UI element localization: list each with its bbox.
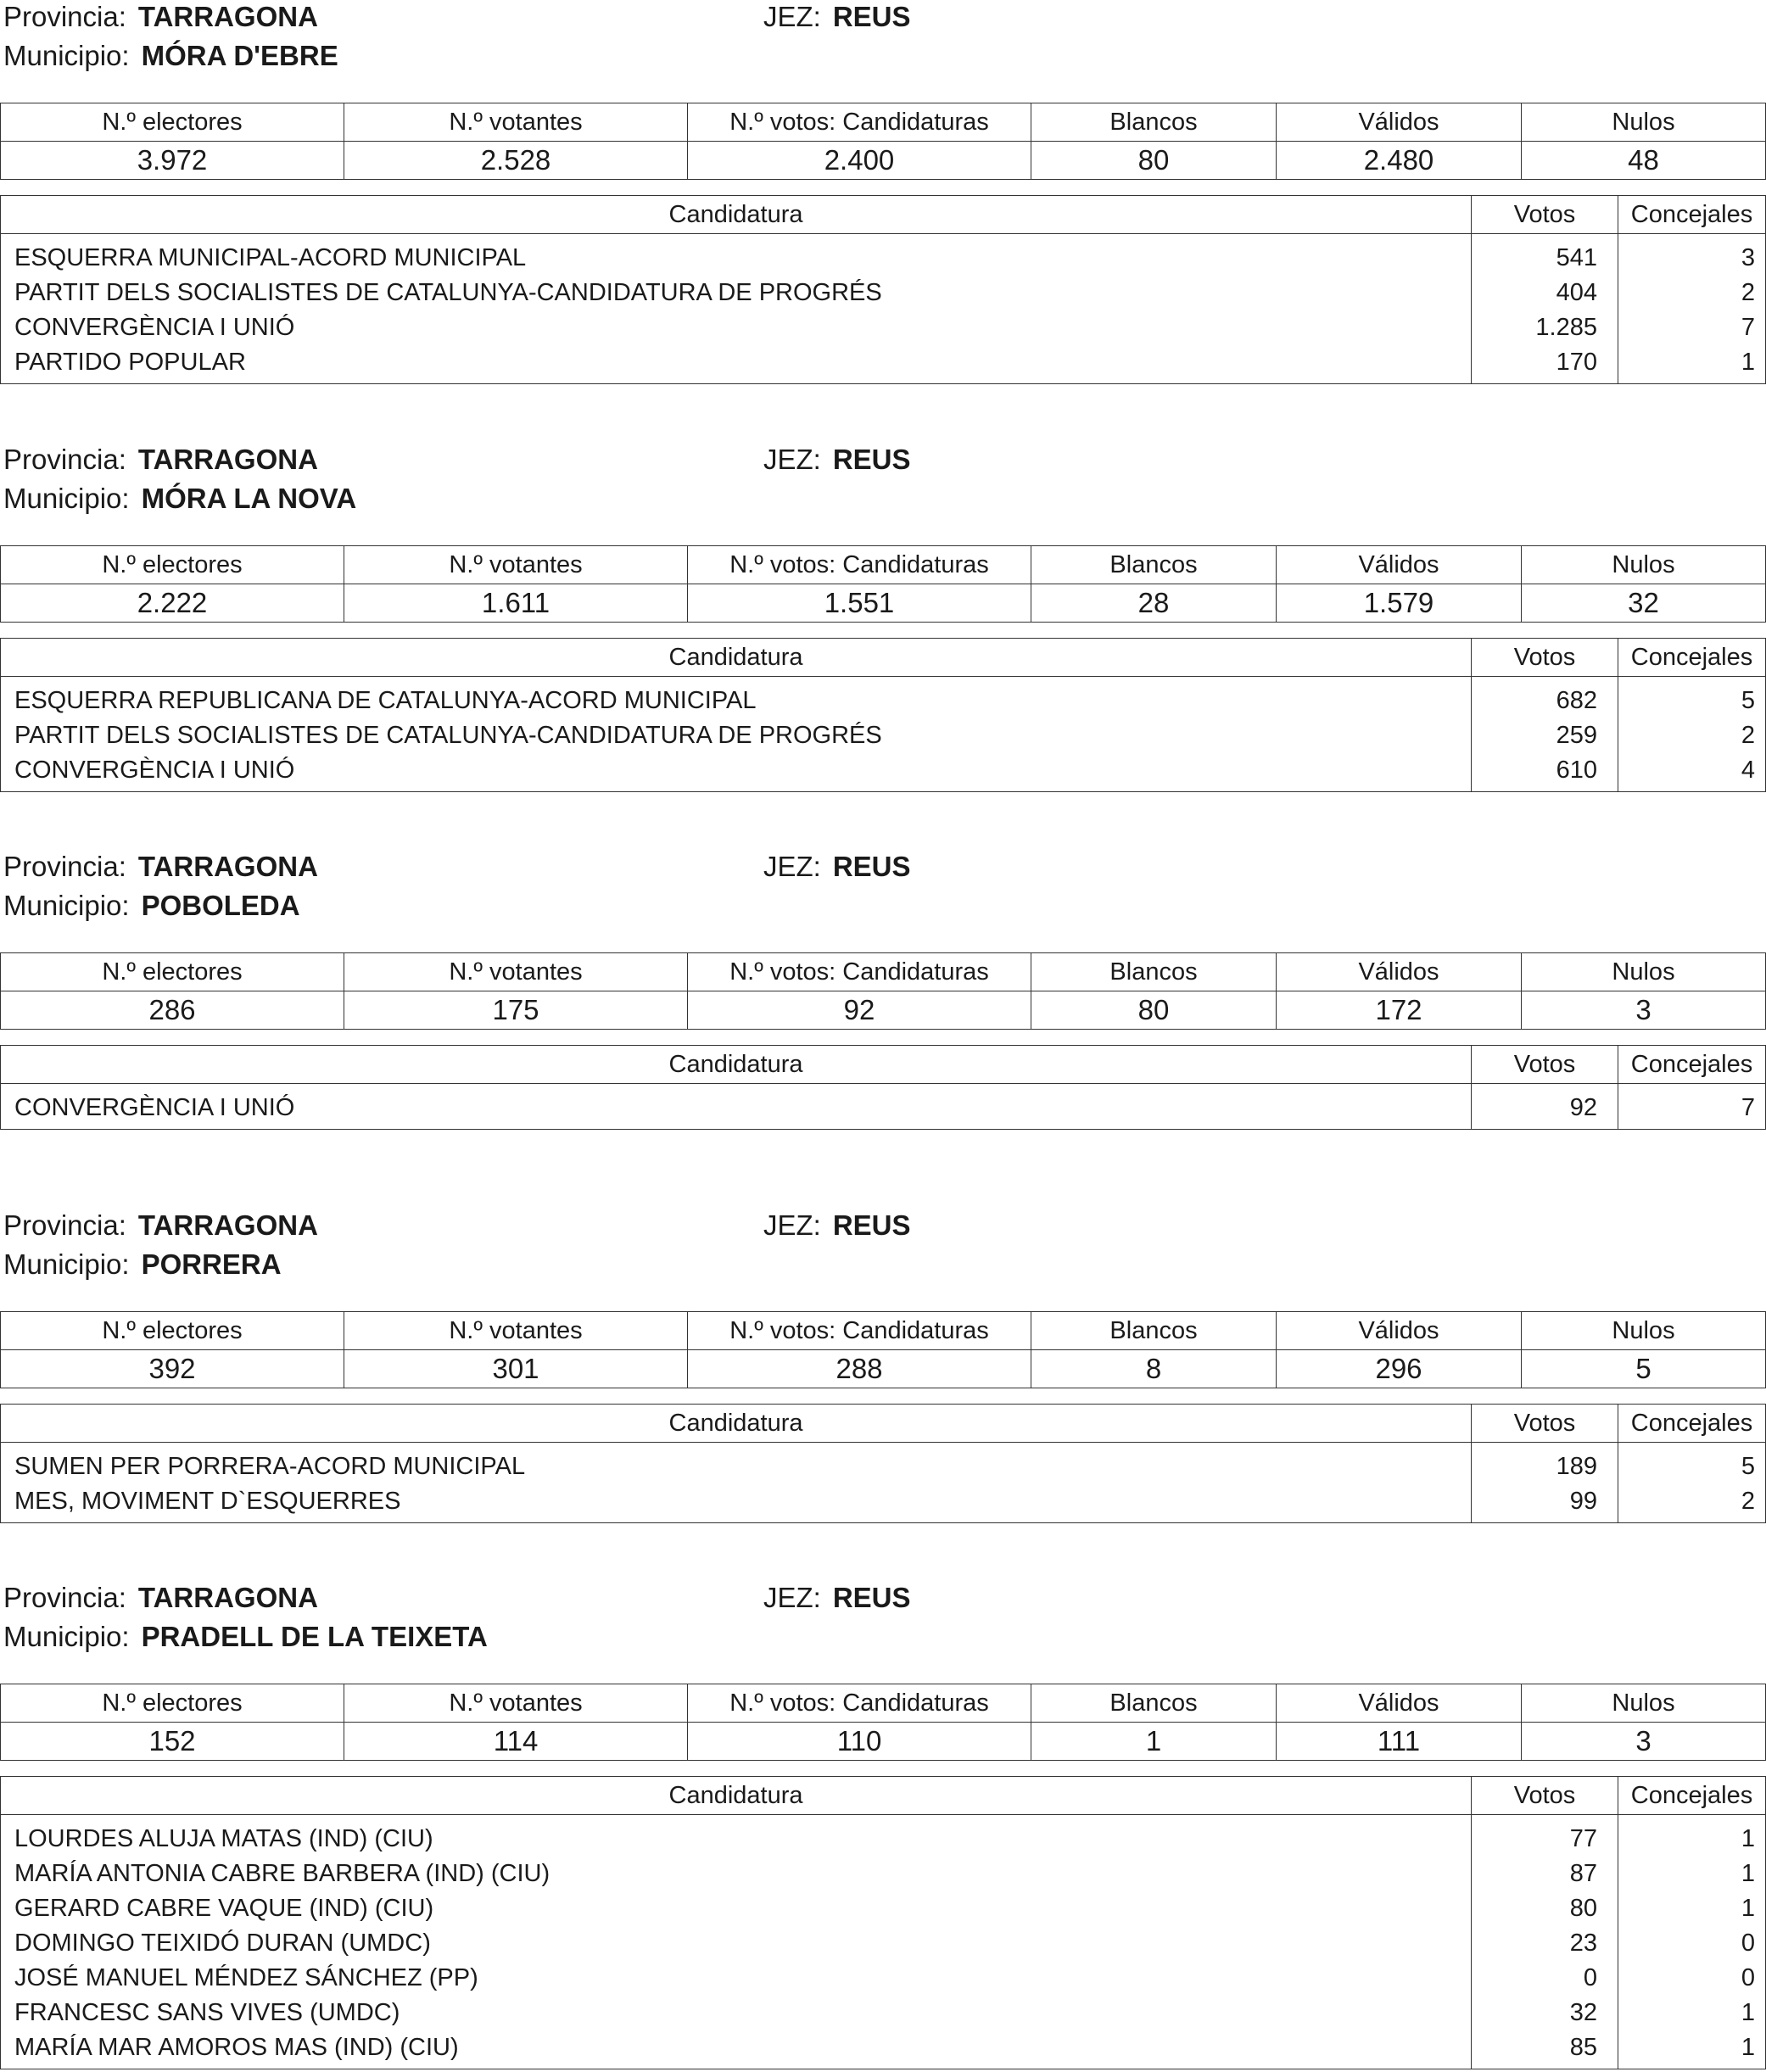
candidate-row [1, 1484, 1766, 1519]
stats-header-cell: Blancos [1031, 103, 1277, 142]
candidate-name: CONVERGÈNCIA I UNIÓ [14, 1094, 295, 1121]
candidate-votos: 23 [1472, 1926, 1618, 1961]
concejales-header: Concejales [1618, 196, 1766, 234]
stats-header-cell: N.º votantes [344, 103, 688, 142]
jez-field-label: JEZ: [763, 1582, 821, 1613]
stats-value-cell: 392 [1, 1350, 344, 1388]
stats-value-row [1, 142, 1766, 180]
votos-header: Votos [1472, 1777, 1618, 1815]
candidate-concejales: 2 [1618, 276, 1766, 310]
stats-table [0, 1684, 1766, 1761]
candidate-name: SUMEN PER PORRERA-ACORD MUNICIPAL [14, 1453, 526, 1480]
candidate-votos: 189 [1472, 1449, 1618, 1484]
stats-header-cell: Blancos [1031, 953, 1277, 991]
concejales-header: Concejales [1618, 1405, 1766, 1443]
stats-header-cell: Blancos [1031, 546, 1277, 584]
candidate-concejales: 2 [1618, 718, 1766, 753]
jez-field [763, 850, 911, 884]
votos-header: Votos [1472, 1405, 1618, 1443]
stats-value-cell: 8 [1031, 1350, 1277, 1388]
provincia-field-label: Provincia: [3, 444, 126, 475]
candidate-votos: 682 [1472, 684, 1618, 718]
municipio-field-label: Municipio: [3, 40, 130, 71]
stats-header-cell: Válidos [1277, 1312, 1522, 1350]
provincia-field-value: TARRAGONA [137, 851, 318, 882]
municipio-field-label: Municipio: [3, 1248, 130, 1280]
jez-field-label: JEZ: [763, 1, 821, 32]
municipio-field [3, 482, 356, 516]
candidates-table [0, 638, 1766, 792]
stats-value-cell: 48 [1522, 142, 1766, 180]
candidate-votos: 32 [1472, 1996, 1618, 2030]
jez-field-value: REUS [832, 1209, 911, 1241]
stats-value-row [1, 991, 1766, 1030]
candidate-concejales: 0 [1618, 1926, 1766, 1961]
jez-field [763, 0, 911, 34]
candidate-votos: 0 [1472, 1961, 1618, 1996]
stats-table [0, 952, 1766, 1030]
provincia-field-label: Provincia: [3, 1582, 126, 1613]
stats-table [0, 545, 1766, 623]
candidates-table [0, 195, 1766, 384]
provincia-field-value: TARRAGONA [137, 444, 318, 475]
provincia-field [3, 443, 318, 477]
candidate-concejales: 2 [1618, 1484, 1766, 1519]
stats-header-cell: Válidos [1277, 103, 1522, 142]
stats-header-row [1, 1684, 1766, 1723]
provincia-field-label: Provincia: [3, 1209, 126, 1241]
jez-field [763, 1209, 911, 1243]
stats-header-cell: N.º votos: Candidaturas [688, 103, 1031, 142]
votos-header: Votos [1472, 196, 1618, 234]
candidate-row [1, 1857, 1766, 1891]
candidates-header-row [1, 1777, 1766, 1815]
candidate-votos: 85 [1472, 2030, 1618, 2065]
stats-header-cell: Blancos [1031, 1684, 1277, 1723]
concejales-header: Concejales [1618, 639, 1766, 677]
stats-value-cell: 28 [1031, 584, 1277, 623]
candidates-table [0, 1045, 1766, 1130]
stats-value-cell: 1.551 [688, 584, 1031, 623]
candidate-votos: 541 [1472, 241, 1618, 276]
municipio-field-label: Municipio: [3, 890, 130, 921]
stats-value-cell: 1.611 [344, 584, 688, 623]
municipio-field-value: MÓRA LA NOVA [141, 483, 357, 514]
stats-header-cell: N.º votantes [344, 1684, 688, 1723]
provincia-field [3, 1581, 318, 1615]
stats-value-cell: 2.222 [1, 584, 344, 623]
concejales-header: Concejales [1618, 1046, 1766, 1084]
stats-header-cell: N.º votantes [344, 546, 688, 584]
candidate-row [1, 1091, 1766, 1125]
stats-value-cell: 2.528 [344, 142, 688, 180]
candidate-row [1, 1961, 1766, 1996]
candidate-name: CONVERGÈNCIA I UNIÓ [14, 757, 295, 784]
jez-field-value: REUS [832, 444, 911, 475]
candidate-concejales: 5 [1618, 684, 1766, 718]
candidate-concejales: 3 [1618, 241, 1766, 276]
municipio-field-value: PORRERA [141, 1248, 282, 1280]
candidate-row [1, 1449, 1766, 1484]
stats-value-cell: 172 [1277, 991, 1522, 1030]
concejales-header: Concejales [1618, 1777, 1766, 1815]
provincia-field-label: Provincia: [3, 1, 126, 32]
candidate-row [1, 1891, 1766, 1926]
stats-header-cell: Nulos [1522, 953, 1766, 991]
stats-value-cell: 3.972 [1, 142, 344, 180]
provincia-field [3, 1209, 318, 1243]
jez-field-value: REUS [832, 1582, 911, 1613]
stats-value-cell: 111 [1277, 1723, 1522, 1761]
stats-value-cell: 3 [1522, 991, 1766, 1030]
stats-value-cell: 1.579 [1277, 584, 1522, 623]
candidate-name: CONVERGÈNCIA I UNIÓ [14, 314, 295, 341]
candidate-name: PARTIDO POPULAR [14, 349, 246, 376]
jez-field-label: JEZ: [763, 444, 821, 475]
candidate-name: MES, MOVIMENT D`ESQUERRES [14, 1488, 401, 1515]
municipio-field-value: PRADELL DE LA TEIXETA [141, 1621, 488, 1652]
candidates-header-row [1, 1046, 1766, 1084]
stats-header-cell: N.º votos: Candidaturas [688, 546, 1031, 584]
stats-header-cell: N.º electores [1, 546, 344, 584]
stats-value-row [1, 1350, 1766, 1388]
candidate-row [1, 2030, 1766, 2065]
votos-header: Votos [1472, 639, 1618, 677]
provincia-field-value: TARRAGONA [137, 1582, 318, 1613]
candidate-concejales: 4 [1618, 753, 1766, 788]
stats-value-cell: 92 [688, 991, 1031, 1030]
stats-header-row [1, 953, 1766, 991]
candidates-header-row [1, 196, 1766, 234]
jez-field-value: REUS [832, 1, 911, 32]
stats-header-cell: N.º votos: Candidaturas [688, 1684, 1031, 1723]
candidate-row [1, 1996, 1766, 2030]
candidatura-header: Candidatura [1, 1046, 1472, 1084]
stats-value-cell: 5 [1522, 1350, 1766, 1388]
candidate-name: ESQUERRA MUNICIPAL-ACORD MUNICIPAL [14, 244, 527, 271]
provincia-field [3, 850, 318, 884]
stats-header-row [1, 1312, 1766, 1350]
stats-value-cell: 1 [1031, 1723, 1277, 1761]
candidatura-header: Candidatura [1, 1777, 1472, 1815]
municipio-field [3, 1620, 488, 1654]
stats-header-cell: N.º electores [1, 1684, 344, 1723]
stats-header-row [1, 546, 1766, 584]
stats-value-row [1, 1723, 1766, 1761]
stats-value-cell: 80 [1031, 142, 1277, 180]
candidate-name: FRANCESC SANS VIVES (UMDC) [14, 1999, 400, 2026]
candidate-name: JOSÉ MANUEL MÉNDEZ SÁNCHEZ (PP) [14, 1964, 478, 1991]
candidate-concejales: 1 [1618, 1996, 1766, 2030]
candidate-row [1, 718, 1766, 753]
stats-header-cell: Válidos [1277, 546, 1522, 584]
stats-header-cell: Nulos [1522, 546, 1766, 584]
stats-header-cell: Nulos [1522, 103, 1766, 142]
candidate-row [1, 345, 1766, 380]
municipio-field-value: POBOLEDA [141, 890, 300, 921]
candidate-name: GERARD CABRE VAQUE (IND) (CIU) [14, 1895, 434, 1922]
candidate-concejales: 1 [1618, 345, 1766, 380]
stats-value-cell: 3 [1522, 1723, 1766, 1761]
stats-header-cell: N.º votantes [344, 1312, 688, 1350]
candidate-votos: 87 [1472, 1857, 1618, 1891]
candidate-row [1, 310, 1766, 345]
candidate-row [1, 276, 1766, 310]
stats-header-cell: N.º votos: Candidaturas [688, 1312, 1031, 1350]
stats-header-row [1, 103, 1766, 142]
stats-value-cell: 296 [1277, 1350, 1522, 1388]
candidate-concejales: 1 [1618, 2030, 1766, 2065]
votos-header: Votos [1472, 1046, 1618, 1084]
stats-value-cell: 80 [1031, 991, 1277, 1030]
candidate-name: MARÍA MAR AMOROS MAS (IND) (CIU) [14, 2034, 459, 2061]
candidate-votos: 610 [1472, 753, 1618, 788]
candidate-name: DOMINGO TEIXIDÓ DURAN (UMDC) [14, 1930, 431, 1957]
candidate-votos: 404 [1472, 276, 1618, 310]
municipio-field-value: MÓRA D'EBRE [141, 40, 338, 71]
stats-value-cell: 288 [688, 1350, 1031, 1388]
candidate-concejales: 7 [1618, 1091, 1766, 1125]
stats-value-row [1, 584, 1766, 623]
candidate-row [1, 1822, 1766, 1857]
jez-field [763, 1581, 911, 1615]
candidate-concejales: 1 [1618, 1891, 1766, 1926]
candidates-table [0, 1776, 1766, 2069]
stats-header-cell: Blancos [1031, 1312, 1277, 1350]
provincia-field [3, 0, 318, 34]
candidate-concejales: 1 [1618, 1822, 1766, 1857]
candidates-table [0, 1404, 1766, 1523]
candidates-header-row [1, 639, 1766, 677]
candidate-row [1, 1926, 1766, 1961]
stats-value-cell: 286 [1, 991, 344, 1030]
candidate-votos: 99 [1472, 1484, 1618, 1519]
municipio-field [3, 39, 338, 73]
municipio-field-label: Municipio: [3, 1621, 130, 1652]
jez-field-value: REUS [832, 851, 911, 882]
candidatura-header: Candidatura [1, 196, 1472, 234]
provincia-field-value: TARRAGONA [137, 1209, 318, 1241]
stats-value-cell: 110 [688, 1723, 1031, 1761]
candidate-name: MARÍA ANTONIA CABRE BARBERA (IND) (CIU) [14, 1860, 550, 1887]
candidate-name: ESQUERRA REPUBLICANA DE CATALUNYA-ACORD MUNICIPAL [14, 687, 757, 714]
candidate-concejales: 7 [1618, 310, 1766, 345]
candidate-votos: 92 [1472, 1091, 1618, 1125]
stats-value-cell: 114 [344, 1723, 688, 1761]
stats-header-cell: Nulos [1522, 1684, 1766, 1723]
stats-table [0, 103, 1766, 180]
jez-field-label: JEZ: [763, 1209, 821, 1241]
stats-value-cell: 32 [1522, 584, 1766, 623]
candidatura-header: Candidatura [1, 1405, 1472, 1443]
stats-table [0, 1311, 1766, 1388]
jez-field [763, 443, 911, 477]
stats-header-cell: N.º votantes [344, 953, 688, 991]
municipio-field [3, 1248, 282, 1282]
candidate-row [1, 241, 1766, 276]
provincia-field-label: Provincia: [3, 851, 126, 882]
stats-value-cell: 152 [1, 1723, 344, 1761]
candidate-votos: 259 [1472, 718, 1618, 753]
stats-value-cell: 2.480 [1277, 142, 1522, 180]
candidate-name: PARTIT DELS SOCIALISTES DE CATALUNYA-CANDIDATURA DE PROGRÉS [14, 279, 882, 306]
candidate-votos: 1.285 [1472, 310, 1618, 345]
municipio-field [3, 889, 300, 923]
candidate-name: LOURDES ALUJA MATAS (IND) (CIU) [14, 1825, 433, 1852]
stats-value-cell: 301 [344, 1350, 688, 1388]
candidate-votos: 170 [1472, 345, 1618, 380]
candidate-row [1, 753, 1766, 788]
stats-header-cell: N.º votos: Candidaturas [688, 953, 1031, 991]
stats-header-cell: N.º electores [1, 1312, 344, 1350]
stats-value-cell: 2.400 [688, 142, 1031, 180]
candidate-concejales: 5 [1618, 1449, 1766, 1484]
provincia-field-value: TARRAGONA [137, 1, 318, 32]
candidate-votos: 80 [1472, 1891, 1618, 1926]
stats-header-cell: N.º electores [1, 953, 344, 991]
municipio-field-label: Municipio: [3, 483, 130, 514]
candidate-votos: 77 [1472, 1822, 1618, 1857]
candidate-concejales: 0 [1618, 1961, 1766, 1996]
stats-value-cell: 175 [344, 991, 688, 1030]
stats-header-cell: Nulos [1522, 1312, 1766, 1350]
candidates-header-row [1, 1405, 1766, 1443]
candidatura-header: Candidatura [1, 639, 1472, 677]
candidate-concejales: 1 [1618, 1857, 1766, 1891]
candidate-name: PARTIT DELS SOCIALISTES DE CATALUNYA-CANDIDATURA DE PROGRÉS [14, 722, 882, 749]
stats-header-cell: Válidos [1277, 953, 1522, 991]
stats-header-cell: Válidos [1277, 1684, 1522, 1723]
candidate-row [1, 684, 1766, 718]
stats-header-cell: N.º electores [1, 103, 344, 142]
jez-field-label: JEZ: [763, 851, 821, 882]
